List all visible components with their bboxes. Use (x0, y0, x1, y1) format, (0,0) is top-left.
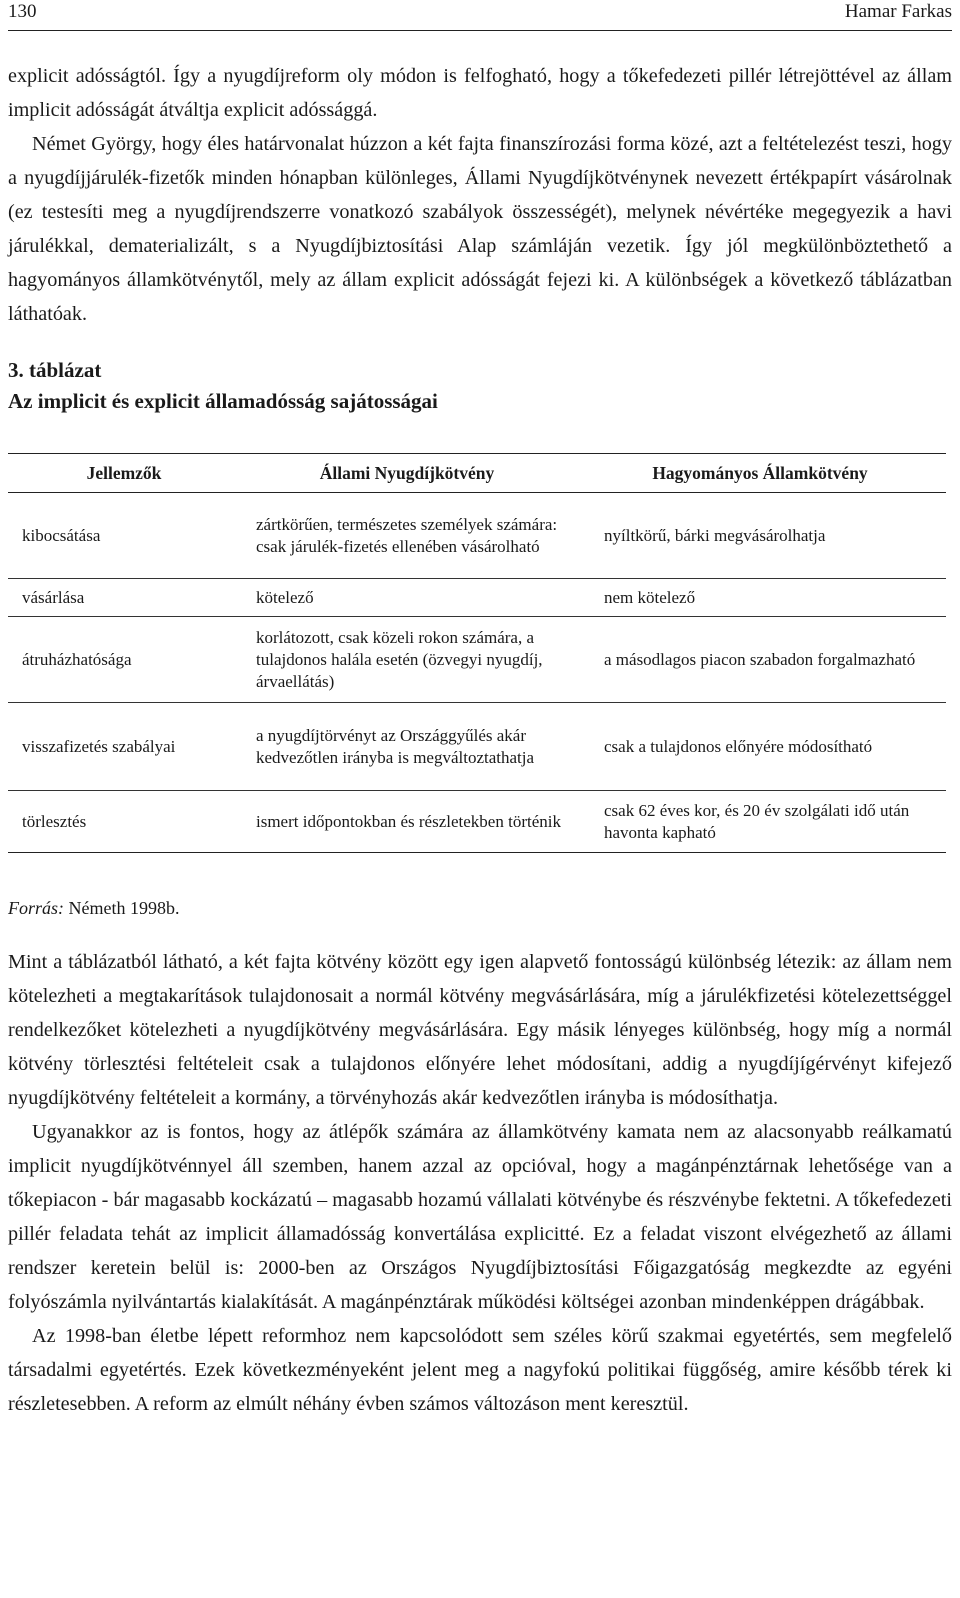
table-cell: a nyugdíjtörvényt az Országgyűlés akár kedvezőtlen irányba is megváltoztathatja (240, 703, 574, 791)
table-cell: csak 62 éves kor, és 20 év szolgálati idő után havonta kapható (574, 791, 946, 853)
body-paragraph: explicit adósságtól. Így a nyugdíjreform oly módon is felfogható, hogy a tőkefedezeti pillér létrejöttével az állam implicit adósságát átváltja explicit adóssággá. (8, 65, 952, 121)
table-cell: törlesztés (8, 791, 240, 853)
table-title: Az implicit és explicit államadósság sajátosságai (8, 389, 438, 413)
table-cell: zártkörűen, természetes személyek számára: csak járulék-fizetés ellenében vásárolható (240, 493, 574, 579)
running-head-author: Hamar Farkas (844, 1, 952, 22)
table-cell: vásárlása (8, 579, 240, 617)
body-paragraph: Német György, hogy éles határvonalat húzzon a két fajta finanszírozási forma közé, azt a feltételezést teszi, hogy a nyugdíjjárulék-fizetők minden hónapban különleges, Állami Nyugdíjkötvénynek nevezett értékpapírt vásárolnak (ez testesíti meg a nyugdíjrendszerre vonatkozó szabályok összességét), melynek névértéke megegyezik a havi járulékkal, dematerializált, s a Nyugdíjbiztosítási Alap számláján vezetik. Így jól megkülönböztethető a hagyományos államkötvénytől, mely az állam explicit adósságát fejezi ki. A különbségek a következő táblázatban láthatóak. (8, 133, 952, 325)
column-header: Hagyományos Államkötvény (574, 454, 946, 493)
running-header (8, 0, 952, 31)
table-cell: átruházhatósága (8, 617, 240, 703)
table-cell: kibocsátása (8, 493, 240, 579)
table-cell: korlátozott, csak közeli rokon számára, a tulajdonos halála esetén (özvegyi nyugdíj, árvaellátás) (240, 617, 574, 703)
column-header: Jellemzők (8, 454, 240, 493)
table-row (8, 579, 946, 617)
document-page (8, 0, 952, 1421)
table-header-row (8, 454, 946, 493)
column-header: Állami Nyugdíjkötvény (240, 454, 574, 493)
table-cell: visszafizetés szabályai (8, 703, 240, 791)
table-cell: ismert időpontokban és részletekben történik (240, 791, 574, 853)
page-number: 130 (8, 1, 37, 22)
table-cell: kötelező (240, 579, 574, 617)
body-paragraph: Az 1998-ban életbe lépett reformhoz nem kapcsolódott sem széles körű szakmai egyetértés, sem megfelelő társadalmi egyetértés. Ezek következményeként jelent meg a nagyfokú politikai függőség, amire később térek ki részletesebben. A reform az elmúlt néhány évben számos változáson ment keresztül. (8, 1325, 952, 1415)
comparison-table (8, 453, 946, 853)
table-row (8, 703, 946, 791)
body-paragraph: Ugyanakkor az is fontos, hogy az átlépők számára az államkötvény kamata nem az alacsonyabb reálkamatú implicit nyugdíjkötvénnyel áll szemben, hanem azzal az opcióval, hogy a magánpénztárnak lehetősége van a tőkepiacon - bár magasabb kockázatú – magasabb hozamú vállalati kötvénybe és részvénybe fektetni. A tőkefedezeti pillér feladata tehát az implicit államadósság konvertálása explicitté. Ez a feladat viszont elvégezhető az állami rendszer keretein belül is: 2000-ben az Országos Nyugdíjbiztosítási Főigazgatóság megkezdte az egyéni folyószámla nyilvántartás kialakítását. A magánpénztárak működési költségei azonban mindenképpen drágábbak. (8, 1121, 952, 1313)
table-row (8, 493, 946, 579)
table-row (8, 617, 946, 703)
table-cell: csak a tulajdonos előnyére módosítható (574, 703, 946, 791)
source-text: Németh 1998b. (64, 898, 180, 918)
table-cell: nyíltkörű, bárki megvásárolhatja (574, 493, 946, 579)
body-paragraph: Mint a táblázatból látható, a két fajta kötvény között egy igen alapvető fontosságú különbség létezik: az állam nem kötelezheti a megtakarítások tulajdonosait a normál kötvény megvásárlására, míg a járulékfizetési kötelezettséggel rendelkezőket kötelezheti a nyugdíjkötvény megvásárlására. Egy másik lényeges különbség, hogy míg a normál kötvény törlesztési feltételeit csak a tulajdonos előnyére lehet módosítani, addig a nyugdíjígérvényt kifejező nyugdíjkötvény feltételeit a kormány, a törvényhozás akár kedvezőtlen irányba is módosíthatja. (8, 951, 952, 1109)
table-number: 3. táblázat (8, 358, 102, 382)
table-source (8, 897, 952, 919)
table-row (8, 791, 946, 853)
table-cell: nem kötelező (574, 579, 946, 617)
table-caption (8, 355, 952, 417)
table-cell: a másodlagos piacon szabadon forgalmazható (574, 617, 946, 703)
source-label: Forrás: (8, 898, 65, 918)
